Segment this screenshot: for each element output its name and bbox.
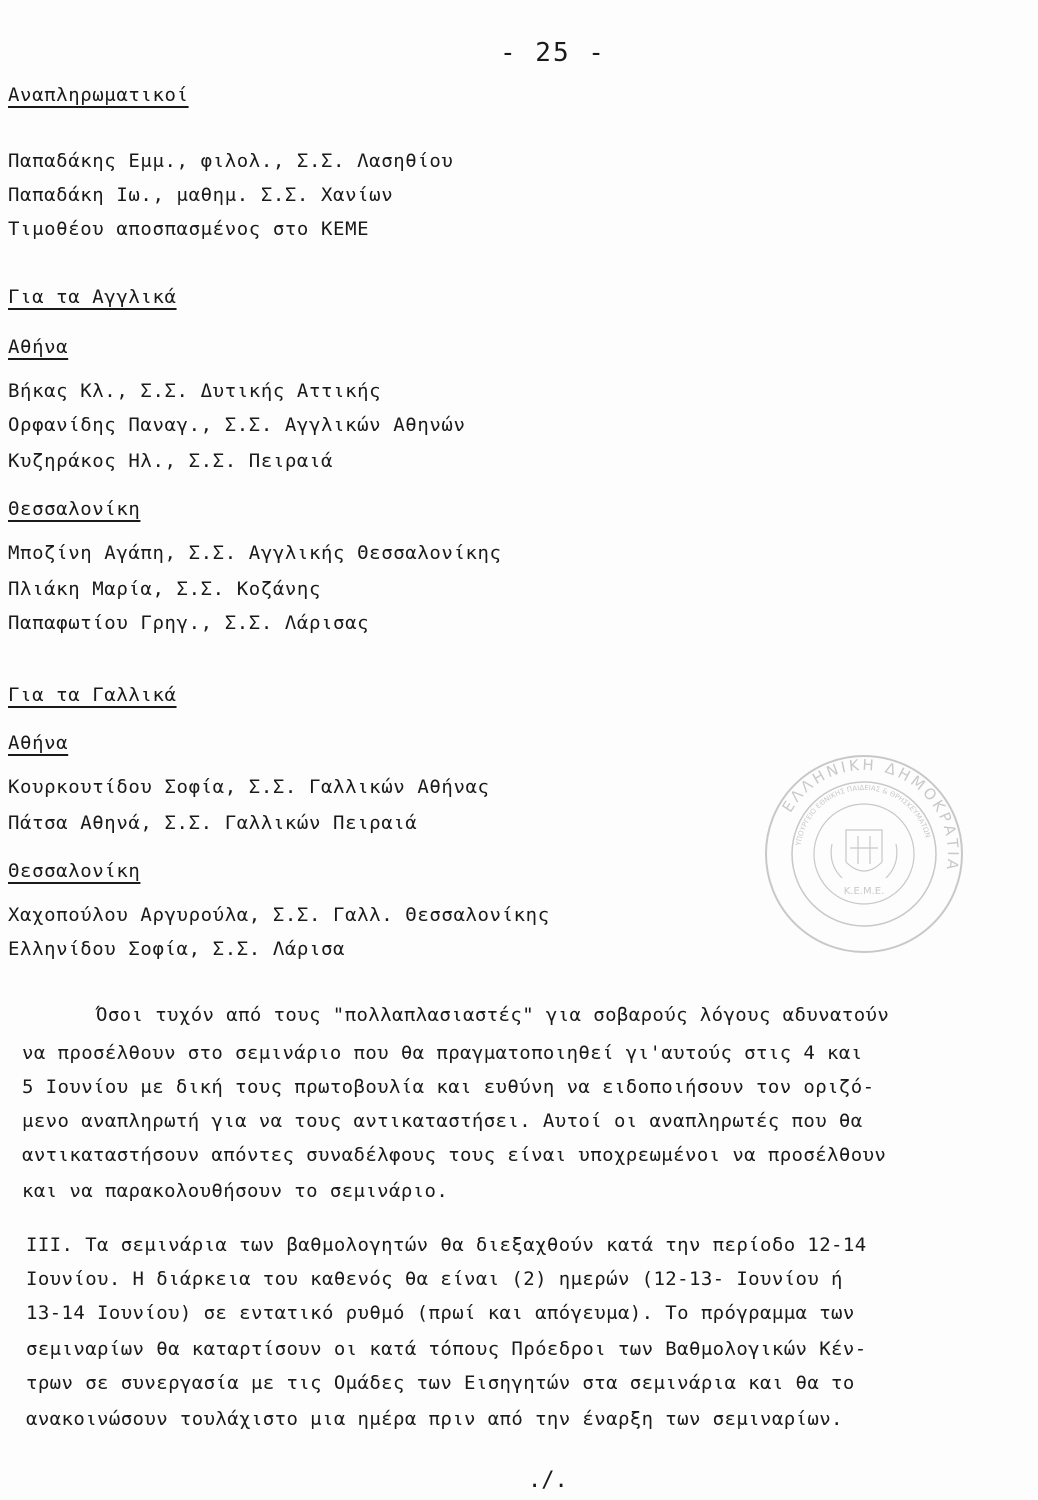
city-heading-thessaloniki: Θεσσαλονίκη bbox=[8, 860, 141, 882]
paragraph-line: 5 Ιουνίου με δική τους πρωτοβουλία και ευθύνη να ειδοποιήσουν τον οριζό- bbox=[22, 1076, 875, 1098]
list-item: Τιμοθέου αποσπασμένος στο ΚΕΜΕ bbox=[8, 218, 370, 240]
paragraph-line: Ιουνίου. Η διάρκεια του καθενός θα είναι (2) ημερών (12-13- Ιουνίου ή bbox=[26, 1268, 843, 1290]
paragraph-line: ΙΙΙ. Τα σεμινάρια των βαθμολογητών θα διεξαχθούν κατά την περίοδο 12-14 bbox=[26, 1234, 867, 1256]
paragraph-line: αντικαταστήσουν απόντες συναδέλφους τους είναι υποχρεωμένοι να προσέλθουν bbox=[22, 1144, 887, 1166]
continuation-mark: ./. bbox=[528, 1468, 568, 1493]
paragraph-line: Όσοι τυχόν από τους "πολλαπλασιαστές" για σοβαρούς λόγους αδυνατούν bbox=[96, 1004, 890, 1026]
list-item: Παπαφωτίου Γρηγ., Σ.Σ. Λάρισας bbox=[8, 612, 370, 634]
stamp-inner-text: ΥΠΟΥΡΓΕΙΟ ΕΘΝΙΚΗΣ ΠΑΙΔΕΙΑΣ & ΘΡΗΣΚΕΥΜΑΤΩΝ bbox=[794, 783, 932, 847]
list-item: Ελληνίδου Σοφία, Σ.Σ. Λάρισα bbox=[8, 938, 346, 960]
official-stamp-icon bbox=[762, 752, 966, 956]
list-item: Ορφανίδης Παναγ., Σ.Σ. Αγγλικών Αθηνών bbox=[8, 414, 466, 436]
list-item: Πάτσα Αθηνά, Σ.Σ. Γαλλικών Πειραιά bbox=[8, 812, 418, 834]
paragraph-line: και να παρακολουθήσουν το σεμινάριο. bbox=[22, 1180, 449, 1202]
list-item: Παπαδάκης Εμμ., φιλολ., Σ.Σ. Λασηθίου bbox=[8, 150, 454, 172]
list-item: Μποζίνη Αγάπη, Σ.Σ. Αγγλικής Θεσσαλονίκης bbox=[8, 542, 502, 564]
city-heading-thessaloniki: Θεσσαλονίκη bbox=[8, 498, 141, 520]
paragraph-line: ανακοινώσουν τουλάχιστο μια ημέρα πριν από την έναρξη των σεμιναρίων. bbox=[26, 1408, 843, 1430]
list-item: Κυζηράκος Ηλ., Σ.Σ. Πειραιά bbox=[8, 450, 334, 472]
paragraph-line: 13-14 Ιουνίου) σε εντατικό ρυθμό (πρωί και απόγευμα). Το πρόγραμμα των bbox=[26, 1302, 855, 1324]
list-item: Χαχοπούλου Αργυρούλα, Σ.Σ. Γαλλ. Θεσσαλονίκης bbox=[8, 904, 550, 926]
paragraph-line: να προσέλθουν στο σεμινάριο που θα πραγματοποιηθεί γι'αυτούς στις 4 και bbox=[22, 1042, 863, 1064]
list-item: Κουρκουτίδου Σοφία, Σ.Σ. Γαλλικών Αθήνας bbox=[8, 776, 490, 798]
list-item: Βήκας Κλ., Σ.Σ. Δυτικής Αττικής bbox=[8, 380, 382, 402]
list-item: Παπαδάκη Ιω., μαθημ. Σ.Σ. Χανίων bbox=[8, 184, 394, 206]
stamp-bottom-text: Κ.Ε.Μ.Ε. bbox=[843, 886, 885, 897]
page-number: - 25 - bbox=[500, 38, 606, 68]
paragraph-line: τρων σε συνεργασία με τις Ομάδες των Εισηγητών στα σεμινάρια και θα το bbox=[26, 1372, 855, 1394]
stamp-ring-text: ΕΛΛΗΝΙΚΗ ΔΗΜΟΚΡΑΤΙΑ bbox=[778, 755, 963, 874]
section-heading-substitutes: Αναπληρωματικοί bbox=[8, 84, 189, 106]
city-heading-athens: Αθήνα bbox=[8, 732, 69, 754]
paragraph-line: μενο αναπληρωτή για να τους αντικαταστήσει. Αυτοί οι αναπληρωτές που θα bbox=[22, 1110, 863, 1132]
section-heading-english: Για τα Αγγλικά bbox=[8, 286, 177, 308]
section-heading-french: Για τα Γαλλικά bbox=[8, 684, 177, 706]
paragraph-line: σεμιναρίων θα καταρτίσουν οι κατά τόπους Πρόεδροι των Βαθμολογικών Κέν- bbox=[26, 1338, 867, 1360]
city-heading-athens: Αθήνα bbox=[8, 336, 69, 358]
list-item: Πλιάκη Μαρία, Σ.Σ. Κοζάνης bbox=[8, 578, 322, 600]
